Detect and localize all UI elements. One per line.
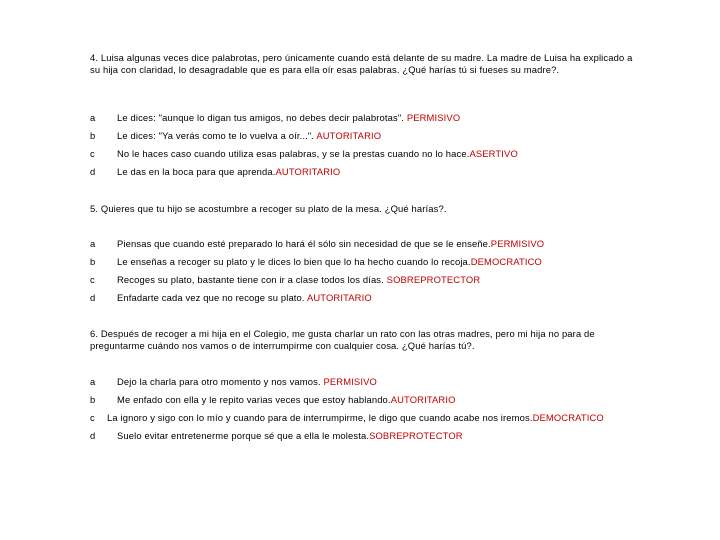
option-tag: AUTORITARIO [275,166,341,177]
option-text: Dejo la charla para otro momento y nos vamos. PERMISIVO [117,376,377,387]
question-5-prompt: 5. Quieres que tu hijo se acostumbre a recoger su plato de la mesa. ¿Qué harías?. [90,203,447,214]
option-text: La ignoro y sigo con lo mío y cuando para de interrumpirme, le digo que cuando acabe nos iremos.DEMOCRATICO [107,412,604,423]
option-letter: b [90,394,96,405]
option-letter: a [90,238,96,249]
option-text: Enfadarte cada vez que no recoge su plato. AUTORITARIO [117,292,372,303]
question-4-prompt: 4. Luisa algunas veces dice palabrotas, pero únicamente cuando está delante de su madre. La madre de Luisa ha explicado a su hija con claridad, lo desagradable que es para ella oír esas palabras. ¿Qué harías tú si fueses su madre?. [90,52,633,75]
option-letter: c [90,274,95,285]
option-letter: b [90,130,96,141]
option-text: Le dices: "aunque lo digan tus amigos, no debes decir palabrotas". PERMISIVO [117,112,461,123]
option-letter: d [90,166,96,177]
option-text: Recoges su plato, bastante tiene con ir a clase todos los días. SOBREPROTECTOR [117,274,481,285]
option-tag: ASERTIVO [469,148,518,159]
question-6-prompt: 6. Después de recoger a mi hija en el Colegio, me gusta charlar un rato con las otras madres, pero mi hija no para de preguntarme cuándo nos vamos o de interrumpirme con cualquier cosa. ¿Qué harías tú?. [90,328,595,351]
option-letter: c [90,148,95,159]
option-tag: DEMOCRATICO [470,256,542,267]
option-text: Piensas que cuando esté preparado lo hará él sólo sin necesidad de que se le enseñe.PERMISIVO [117,238,545,249]
option-text: Le dices: "Ya verás como te lo vuelva a oír...". AUTORITARIO [117,130,382,141]
option-tag: SOBREPROTECTOR [386,274,481,285]
option-tag: SOBREPROTECTOR [369,430,463,441]
option-text: Le enseñas a recoger su plato y le dices lo bien que lo ha hecho cuando lo recoja.DEMOCRATICO [117,256,542,267]
option-text: Suelo evitar entretenerme porque sé que a ella le molesta.SOBREPROTECTOR [117,430,463,441]
option-tag: DEMOCRATICO [532,412,604,423]
option-text: Le das en la boca para que aprenda.AUTORITARIO [117,166,341,177]
option-text: No le haces caso cuando utiliza esas palabras, y se la prestas cuando no lo hace.ASERTIVO [117,148,518,159]
option-letter: d [90,430,96,441]
option-letter: a [90,376,96,387]
option-tag: PERMISIVO [406,112,461,123]
option-tag: PERMISIVO [490,238,545,249]
option-tag: AUTORITARIO [316,130,382,141]
option-letter: d [90,292,96,303]
option-text: Me enfado con ella y le repito varias veces que estoy hablando.AUTORITARIO [117,394,456,405]
option-tag: AUTORITARIO [306,292,372,303]
option-letter: c [90,412,95,423]
option-letter: b [90,256,96,267]
option-tag: AUTORITARIO [390,394,456,405]
option-tag: PERMISIVO [323,376,377,387]
option-letter: a [90,112,96,123]
